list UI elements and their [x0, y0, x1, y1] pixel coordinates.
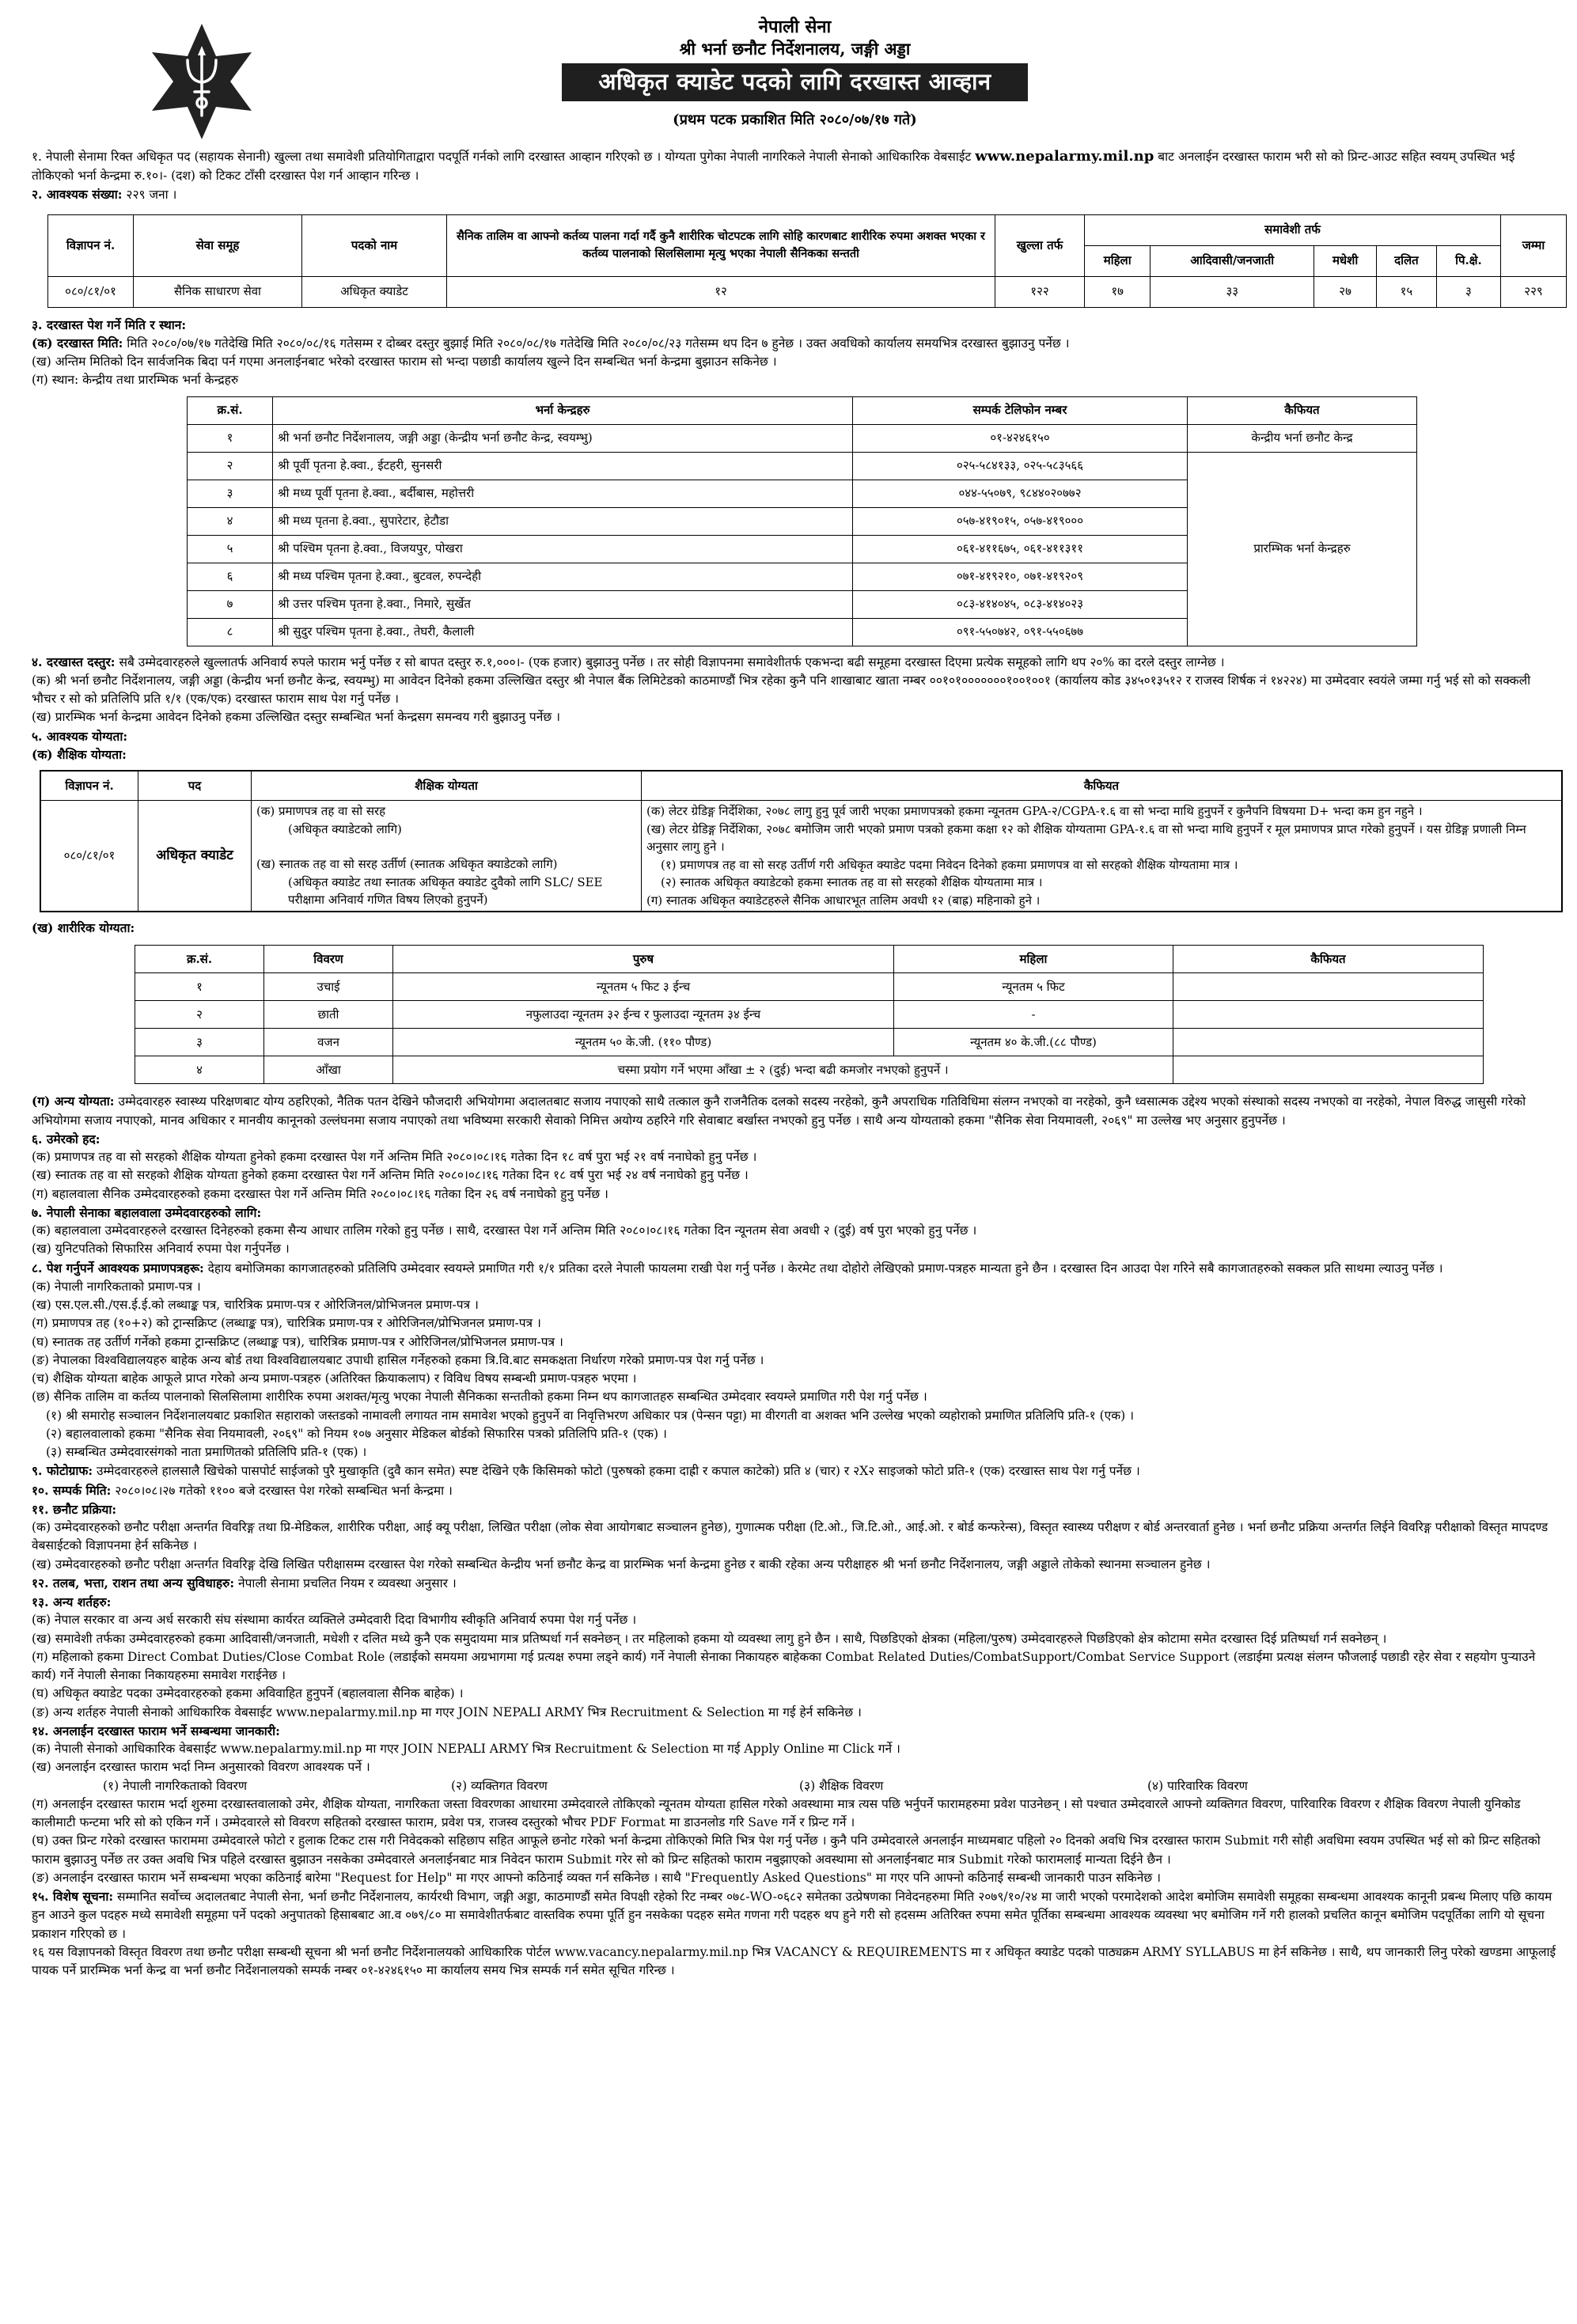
cell: श्री मध्य पृतना हे.क्वा., सुपारेटार, हेटौडा: [273, 507, 853, 535]
required-details-row: [32, 1777, 1558, 1795]
sec4-a: (क) श्री भर्ना छनौट निर्देशनालय, जङ्गी अड्डा (केन्द्रीय भर्ना छनौट केन्द्र, स्वयम्भु) मा आवेदन दिनेको हकमा उल्लिखित दस्तुर श्री नेपाल बैंक लिमिटेडको काठमाण्डौं भित्र रहेका कुनै पनि शाखाबाट खाता नम्बर ००१०१०००००००१००१००१ (कार्यालय कोड ३४५०१३५१२ र राजस्व शिर्षक नं १४२२४) मा उम्मेदवार स्वयंले जम्मा गर्नु भई सो को सक्कली भौचर र सो को प्रतिलिपि प्रति १/१ (एक/एक) दरखास्त फाराम साथ पेश गर्नु पर्नेछ ।: [32, 673, 1531, 706]
sec11-title: ११. छनौट प्रक्रिया:: [32, 1501, 117, 1517]
sec12-text: नेपाली सेनामा प्रचलित नियम र व्यवस्था अनुसार ।: [237, 1575, 457, 1590]
cell-remarks: [642, 801, 1563, 912]
col-male: पुरुष: [393, 946, 894, 973]
cell: वजन: [264, 1029, 393, 1056]
list-item: (घ) अधिकृत क्याडेट पदका उम्मेदवारहरुको हकमा अविवाहित हुनुपर्ने (बहालवाला सैनिक बाहेक) ।: [32, 1686, 464, 1701]
remark-item: (क) लेटर ग्रेडिङ्ग निर्देशिका, २०७८ लागु हुनु पूर्व जारी भएका प्रमाणपत्रको हकमा न्यूनतम GPA-२/CGPA-१.६ वा सो भन्दा माथि हुनुपर्ने र कुनैपनि विषयमा D+ भन्दा कम हुन नहुने ।: [646, 804, 1423, 818]
sec3-title: ३. दरखास्त पेश गर्ने मिति र स्थान:: [32, 317, 187, 332]
sec13-title: १३. अन्य शर्तहरु:: [32, 1594, 112, 1609]
sec3-a-label: (क) दरखास्त मिति:: [32, 335, 123, 351]
col-qualification: शैक्षिक योग्यता: [252, 771, 642, 801]
col-sn: क्र.सं.: [135, 946, 264, 973]
sec8-label: ८. पेश गर्नुपर्ने आवश्यक प्रमाणपत्रहरू:: [32, 1260, 204, 1276]
cell: ८: [188, 618, 273, 646]
cell: आँखा: [264, 1056, 393, 1084]
notice-title: अधिकृत क्याडेट पदको लागि दरखास्त आव्हान: [562, 63, 1027, 101]
col-inclusive: समावेशी तर्फ: [1085, 214, 1501, 245]
cell: ३: [188, 480, 273, 507]
table-row: [48, 276, 1567, 307]
list-item: (ग) अनलाईन दरखास्त फाराम भर्दा शुरुमा दरखास्तवालाको उमेर, शैक्षिक योग्यता, नागरिकता जस्ता विवरणका आधारमा उम्मेदवारले तोकिएको न्यूनतम योग्यता हासिल गरेको अवस्थामा मात्र त्यस पछि भर्नुपर्ने फारामहरुमा प्रवेश पाउनेछन् । सो पश्चात उम्मेदवारले आफ्नो व्यक्तिगत विवरण, पारिवारिक विवरण र शैक्षिक विवरण नेपाली युनिकोड कालीमाटी फन्टमा भरि सो को एकिन गर्ने । उम्मेदवारले सो विवरण सहितको दरखास्त फाराम, प्रवेश पत्र, राजस्व दस्तुरको भौचर PDF Format मा डाउनलोड गरि Save गर्ने र प्रिन्ट गर्ने ।: [32, 1796, 1521, 1829]
cell: [1173, 973, 1484, 1001]
list-item: (२) बहालवालाको हकमा "सैनिक सेवा नियमावली, २०६९" को नियम १०७ अनुसार मेडिकल बोर्डको सिफारिस पत्रको प्रतिलिपि प्रति-१ (एक) ।: [46, 1426, 667, 1441]
sec10-label: १०. सम्पर्क मिति:: [32, 1482, 112, 1498]
qual-2b: (अधिकृत क्याडेट तथा स्नातक अधिकृत क्याडेट दुवैको लागि SLC/ SEE परीक्षामा अनिवार्य गणित विषय लिएको हुनुपर्ने): [288, 874, 603, 907]
sec5-title: ५. आवश्यक योग्यता:: [32, 728, 128, 744]
sec2-value: २२९ जना ।: [126, 188, 177, 203]
cell: नफुलाउदा न्यूनतम ३२ ईन्च र फुलाउदा न्यूनतम ३४ ईन्च: [393, 1001, 894, 1029]
cell: ५: [188, 535, 273, 563]
list-item: (छ) सैनिक तालिम वा कर्तव्य पालनाको सिलसिलामा शारीरिक रुपमा अशक्त/मृत्यु भएका नेपाली सैनिकका सन्ततीको हकमा निम्न थप कागजातहरु सम्बन्धित उम्मेदवार स्वयम्ले प्रमाणित गरी पेश गर्नु पर्नेछ ।: [32, 1389, 927, 1405]
sec10-paragraph: [32, 1481, 1558, 1500]
cell: ०८०/८१/०१: [48, 276, 134, 307]
cell: ४: [188, 507, 273, 535]
list-item: (क) बहालवाला उम्मेदवारहरुले दरखास्त दिनेहरुको हकमा सैन्य आधार तालिम गरेको हुनु पर्नेछ । साथै, दरखास्त पेश गर्ने अन्तिम मिति २०८०।०८।१६ गतेका दिन न्यूनतम सेवा अवधी २ (दुई) वर्ष पुरा भएको हुनु पर्नेछ ।: [32, 1223, 977, 1238]
list-item: (ग) महिलाको हकमा Direct Combat Duties/Close Combat Role (लडाईको समयमा अग्रभागमा गई प्रत्यक्ष रुपमा लड्ने कार्य) गर्ने नेपाली सेनाका निकायहरु बाहेकका Combat Related Duties/CombatSupport/Combat Service Support (लडाईमा प्रत्यक्ष संलग्न फौजलाई पछाडी रहेर सेवा र सहयोग पुऱ्याउने कार्य) गर्ने नेपाली सेनाका निकायहरुमा समावेश गराईनेछ ।: [32, 1649, 1536, 1682]
cell: न्यूनतम ४० के.जी.(८८ पौण्ड): [894, 1029, 1173, 1056]
cell: ०६१-४११६७५, ०६१-४११३११: [853, 535, 1188, 563]
col-madhesi: मधेशी: [1314, 245, 1377, 276]
list-item: (ख) अनलाईन दरखास्त फाराम भर्दा निम्न अनुसारको विवरण आवश्यक पर्ने ।: [32, 1760, 370, 1775]
sec15-text: सम्मानित सर्वोच्च अदालतबाट नेपाली सेना, भर्ना छनौट निर्देशनालय, कार्यरथी विभाग, जङ्गी अड्डा, काठमाण्डौं समेत विपक्षी रहेको रिट नम्बर ०७८-WO-०६८२ समेतका उत्प्रेषणका निवेदनहरुमा मिति २०७९/१०/२४ मा जारी भएको परमादेशको आदेश बमोजिम समावेशी समूहका सम्बन्धमा आवश्यक कानूनी प्रबन्ध मिलाए पछि कायम हुन आउने कुल पदहरु मध्ये समावेशी समूहमा पर्ने पदको अनुपातको हिसाबबाट आ.व ०७९/८० मा समावेशीतर्फबाट वास्तविक रुपमा पूर्ति हुन नसकेका पदहरु समेत गणना गरी पदहरु थप हुने गरी सो हदसम्म अतिरिक्त रुपमा समेत पूर्तिका सम्बन्धमा आवश्यक व्यवस्था भए बमोजिम गर्ने गरी हालको प्रचलित कानून बमोजिम पदपूर्तिका लागि यो सूचना प्रकाशन गरिएको छ ।: [32, 1890, 1552, 1941]
cell: न्यूनतम ५० के.जी. (११० पौण्ड): [393, 1029, 894, 1056]
table-row: [188, 452, 1417, 480]
cell: १२२: [995, 276, 1085, 307]
list-item: (१) नेपाली नागरिकताको विवरण: [103, 1778, 248, 1793]
website-link[interactable]: www.nepalarmy.mil.np: [975, 148, 1154, 165]
list-item: (ख) स्नातक तह वा सो सरहको शैक्षिक योग्यता हुनेको हकमा दरखास्त पेश गर्ने अन्तिम मिति २०८०।०८।१६ गतेका दिन १८ वर्ष पुरा भई २४ वर्ष ननाघेको हुनु पर्नेछ ।: [32, 1168, 749, 1183]
col-center: भर्ना केन्द्रहरु: [273, 396, 853, 424]
list-item: (क) प्रमाणपत्र तह वा सो सरहको शैक्षिक योग्यता हुनेको हकमा दरखास्त पेश गर्ने अन्तिम मिति २०८०।०८।१६ गतेका दिन १८ वर्ष पुरा भई २१ वर्ष ननाघेको हुनु पर्नेछ ।: [32, 1150, 757, 1164]
cell: श्री उत्तर पश्चिम पृतना हे.क्वा., निमारे, सुर्खेत: [273, 590, 853, 618]
cell: ३३: [1151, 276, 1314, 307]
cell: श्री पूर्वी पृतना हे.क्वा., ईटहरी, सुनसरी: [273, 452, 853, 480]
col-service-group: सेवा समूह: [134, 214, 302, 276]
remark-item: (ख) लेटर ग्रेडिङ्ग निर्देशिका, २०७८ बमोजिम जारी भएको प्रमाण पत्रको हकमा कक्षा १२ को शैक्षिक योग्यतामा GPA-१.६ वा सो भन्दा माथि हुनुपर्ने र मूल प्रमाणपत्र प्राप्त गरेको हुनुपर्ने । यस ग्रेडिङ्ग प्रणाली निम्न अनुसार लागु हुने ।: [646, 821, 1526, 854]
col-ad-no: विज्ञापन नं.: [40, 771, 138, 801]
cell: [1173, 1056, 1484, 1084]
col-item: विवरण: [264, 946, 393, 973]
cell: न्यूनतम ५ फिट: [894, 973, 1173, 1001]
sec8-text: देहाय बमोजिमका कागजातहरुको प्रतिलिपि उम्मेदवार स्वयम्ले प्रमाणित गरी १/१ प्रतिका दरले नेपाली फायलमा राखी पेश गर्नु पर्नेछ । केरमेट तथा दोहोरो लेखिएको प्रमाण-पत्रहरु मान्यता हुने छैन । दरखास्त दिन आउदा पेश गरिने सबै कागजातहरुको सक्कल प्रति साथमा ल्याउनु पर्नेछ ।: [207, 1261, 1443, 1276]
sec4-text: सबै उम्मेदवारहरुले खुल्लातर्फ अनिवार्य रुपले फाराम भर्नु पर्नेछ र सो बापत दस्तुर रु.१,०००।- (एक हजार) बुझाउनु पर्नेछ । तर सोही विज्ञापनमा समावेशीतर्फ एकभन्दा बढी समूहमा दरखास्त दिएमा प्रत्येक समूहको लागि थप २०% का दरले दस्तुर लाग्नेछ ।: [119, 654, 1225, 669]
list-item: (ङ) नेपालका विश्वविद्यालयहरु बाहेक अन्य बोर्ड तथा विश्वविद्यालयबाट उपाधी हासिल गर्नेहरुको हकमा त्रि.वि.बाट समकक्षता निर्धारण गरेको प्रमाण-पत्र पेश गर्नु पर्नेछ ।: [32, 1352, 764, 1367]
list-item: (ख) युनिटपतिको सिफारिस अनिवार्य रुपमा पेश गर्नुपर्नेछ ।: [32, 1242, 290, 1257]
cell: -: [894, 1001, 1173, 1029]
list-item: (क) नेपाली नागरिकताको प्रमाण-पत्र ।: [32, 1279, 201, 1294]
cell: १२: [447, 276, 995, 307]
sec4-paragraph: [32, 653, 1558, 672]
cell: ३: [135, 1029, 264, 1056]
sec5-c-text: उम्मेदवारहरु स्वास्थ्य परिक्षणबाट योग्य ठहरिएको, नैतिक पतन देखिने फौजदारी अभियोगमा अदालतबाट सजाय नपाएको साथै तत्काल कुनै राजनैतिक दलको सदस्य नरहेको, कुनै अपराधिक गतिविधिमा संलग्न नभएको वा नरहेको, कुनै ध्वसात्मक उद्देश्य भएको संस्थाको सदस्य नभएको वा नरहेको, नेपाल विरुद्ध जासुसी गरेको अभियोगमा सजाय नपाएको, मानव अधिकार र मानवीय कानूनको उल्लंघनमा सजाय नपाएको तथा भविष्यमा सरकारी सेवाको निमित्त अयोग्य ठहरिने गरि सेवाबाट बर्खास्त नभएको हुनु पर्नेछ । साथै अन्य योग्यताको हकमा "सैनिक सेवा नियमावली, २०६९" मा उल्लेख भए अनुसार हुनुपर्नेछ ।: [32, 1094, 1526, 1128]
sec12-label: १२. तलब, भत्ता, राशन तथा अन्य सुविधाहरु:: [32, 1575, 235, 1590]
cell: १: [188, 424, 273, 452]
sec8-paragraph: [32, 1259, 1558, 1278]
col-remarks: कैफियत: [1188, 396, 1417, 424]
cell: २२९: [1501, 276, 1567, 307]
directorate-name: श्री भर्ना छनौट निर्देशनालय, जङ्गी अड्डा: [679, 39, 911, 59]
qual-2: (ख) स्नातक तह वा सो सरह उर्तीर्ण (स्नातक अधिकृत क्याडेटको लागि): [256, 857, 558, 871]
cell: ०७१-४१९२१०, ०७१-४१९२०९: [853, 563, 1188, 590]
sec2-label: २. आवश्यक संख्या:: [32, 187, 123, 203]
sec1-text-a: १. नेपाली सेनामा रिक्त अधिकृत पद (सहायक सेनानी) खुल्ला तथा समावेशी प्रतियोगिताद्वारा पदपूर्ति गर्नको लागि दरखास्त आव्हान गरिएको छ । योग्यता पुगेका नेपाली नागरिकले नेपाली सेनाको आधिकारिक वेबसाईट: [32, 150, 972, 164]
table-row: [135, 1056, 1484, 1084]
cell: २: [135, 1001, 264, 1029]
sec5-a-title: (क) शैक्षिक योग्यता:: [32, 746, 127, 762]
sec9-label: ९. फोटोग्राफ:: [32, 1463, 93, 1479]
cell: १: [135, 973, 264, 1001]
list-item: (४) पारिवारिक विवरण: [1147, 1778, 1248, 1793]
sec3-a-text: मिति २०८०/०७/१७ गतेदेखि मिति २०८०/०८/१६ गतेसम्म र दोब्बर दस्तुर बुझाई मिति २०८०/०८/१७ गतेदेखि मिति २०८०/०८/२३ गतेसम्म थप दिन ७ हुनेछ । उक्त अवधिको कार्यालय समयभित्र दरखास्त बुझाउनु पर्नेछ ।: [127, 336, 1070, 351]
col-backward: पि.क्षे.: [1436, 245, 1500, 276]
centers-table: [187, 396, 1417, 646]
sec14-title: १४. अनलाईन दरखास्त फाराम भर्ने सम्बन्धमा जानकारी:: [32, 1723, 280, 1738]
cell: ३: [1436, 276, 1500, 307]
remark-item: (ग) स्नातक अधिकृत क्याडेटहरुले सैनिक आधारभूत तालिम अवधी १२ (बाह्र) महिनाको हुने ।: [646, 893, 1041, 908]
list-item: (ङ) अनलाईन दरखास्त फाराम भर्ने सम्बन्धमा भएका कठिनाई बारेमा "Request for Help" मा गएर आफ्नो कठिनाई व्यक्त गर्न सकिनेछ । साथै "Frequently Asked Questions" मा गएर पनि आफ्नो कठिनाई सम्बन्धी जानकारी पाउन सकिनेछ ।: [32, 1870, 1161, 1885]
org-name: नेपाली सेना: [758, 17, 832, 37]
cell: ०२५-५८४१३३, ०२५-५८३५६६: [853, 452, 1188, 480]
list-item: (घ) स्नातक तह उर्तीर्ण गर्नेको हकमा ट्रान्सक्रिप्ट (लब्धाङ्क पत्र), चारित्रिक प्रमाण-पत्र र ओरिजिनल/प्रोभिजनल प्रमाण-पत्र ।: [32, 1334, 563, 1349]
sec3-c: (ग) स्थान: केन्द्रीय तथा प्रारम्भिक भर्ना केन्द्रहरु: [32, 373, 239, 388]
list-item: (ख) उम्मेदवारहरुको छनौट परीक्षा अन्तर्गत विवरिङ्ग देखि लिखित परीक्षासम्म दरखास्त पेश गरेको सम्बन्धित केन्द्रीय भर्ना छनौट केन्द्र वा प्रारम्भिक भर्ना केन्द्रमा हुनेछ र बाकी रहेका अन्य परीक्षाहरु श्री भर्ना छनौट निर्देशनालय, जङ्गी अड्डाले तोकेको स्थानमा सञ्चालन हुनेछ ।: [32, 1556, 1211, 1571]
remark-item: (१) प्रमाणपत्र तह वा सो सरह उर्तीर्ण गरी अधिकृत क्याडेट पदमा निवेदन दिनेको हकमा प्रमाणपत्र वा सो सरहको शैक्षिक योग्यतामा मात्र ।: [661, 857, 1238, 872]
col-ad-no: विज्ञापन नं.: [48, 214, 134, 276]
list-item: (२) व्यक्तिगत विवरण: [451, 1778, 548, 1793]
cell: उचाई: [264, 973, 393, 1001]
cell: १७: [1085, 276, 1151, 307]
sec16-paragraph: १६ यस विज्ञापनको विस्तृत विवरण तथा छनौट परीक्षा सम्बन्धी सूचना श्री भर्ना छनौट निर्देशनालयको आधिकारिक पोर्टल www.vacancy.nepalarmy.mil.np भित्र VACANCY & REQUIREMENTS मा र अधिकृत क्याडेट पदको पाठ्यक्रम ARMY SYLLABUS मा हेर्न सकिनेछ । साथै, थप जानकारी लिनु परेको खण्डमा आफूलाई पायक पर्ने प्रारम्भिक भर्ना केन्द्र वा भर्ना छनौट निर्देशनालयको सम्पर्क नम्बर ०१-४२४६१५० मा कार्यालय समय भित्र सम्पर्क गर्न समेत सूचित गरिन्छ ।: [32, 1944, 1556, 1977]
vacancy-table: [47, 214, 1567, 308]
cell: श्री पश्चिम पृतना हे.क्वा., विजयपुर, पोखरा: [273, 535, 853, 563]
cell: ०९१-५५०७४२, ०९१-५५०६७७: [853, 618, 1188, 646]
col-remarks: कैफियत: [1173, 946, 1484, 973]
cell: श्री सुदुर पश्चिम पृतना हे.क्वा., तेघरी, कैलाली: [273, 618, 853, 646]
sec6-title: ६. उमेरको हद:: [32, 1131, 100, 1147]
sec4-b: (ख) प्रारम्भिक भर्ना केन्द्रमा आवेदन दिनेको हकमा उल्लिखित दस्तुर सम्बन्धित भर्ना केन्द्रसग समन्वय गरी बुझाउनु पर्नेछ ।: [32, 710, 560, 725]
list-item: (घ) उक्त प्रिन्ट गरेको दरखास्त फाराममा उम्मेदवारले फोटो र हुलाक टिकट टास गरी निवेदकको सहिछाप सहित आफूले छनोट गरेको भर्ना केन्द्रमा तोकिएको मिति भित्र पेश गर्नु पर्नेछ । कुनै पनि उम्मेदवारले अनलाईन माध्यमबाट पहिलो २० दिनको अवधि भित्र दरखास्त फाराम Submit गरी सोही अवधिमा स्वयम उपस्थित भई सो को प्रिन्ट सहितको फाराम बुझाउनु पर्नेछ तर उक्त अवधि भित्र पहिले दरखास्त बुझाउन नसकेका उम्मेदवारले अनलाईनबाट मात्र निवेदन फाराम Submit गरेर सो को प्रिन्ट सहितको फाराम नबुझाएको अवस्थामा सो अनलाईनबाट मात्र Submit गरेको फारामलाई मान्यता दिईने छैन ।: [32, 1833, 1541, 1867]
cell: न्यूनतम ५ फिट ३ ईन्च: [393, 973, 894, 1001]
cell: २: [188, 452, 273, 480]
col-post: पद: [138, 771, 252, 801]
col-remarks: कैफियत: [642, 771, 1563, 801]
sec10-text: २०८०।०८।२७ गतेको ११०० बजे दरखास्त पेश गरेको सम्बन्धित भर्ना केन्द्रमा ।: [115, 1483, 453, 1498]
list-item: (३) सम्बन्धित उम्मेदवारसंगको नाता प्रमाणितको प्रतिलिपि प्रति-१ (एक) ।: [46, 1445, 367, 1459]
cell: [1173, 1029, 1484, 1056]
list-item: (च) शैक्षिक योग्यता बाहेक आफूले प्राप्त गरेको अन्य प्रमाण-पत्रहरु (अतिरिक्त क्रियाकलाप) र विविध विषय सम्बन्धी प्रमाण-पत्रहरु भएमा ।: [32, 1371, 637, 1386]
sec9-paragraph: [32, 1462, 1558, 1480]
col-phone: सम्पर्क टेलिफोन नम्बर: [853, 396, 1188, 424]
list-item: (ग) प्रमाणपत्र तह (१०+२) को ट्रान्सक्रिप्ट (लब्धाङ्क पत्र), चारित्रिक प्रमाण-पत्र र ओरिजिनल/प्रोभिजनल प्रमाण-पत्र ।: [32, 1316, 541, 1331]
sec7-title: ७. नेपाली सेनाका बहालवाला उम्मेदवारहरुको लागि:: [32, 1204, 262, 1220]
sec5-c: [32, 1092, 1558, 1130]
table-row: [135, 1029, 1484, 1056]
sec3-b: (ख) अन्तिम मितिको दिन सार्वजनिक बिदा पर्न गएमा अनलाईनबाट भरेको दरखास्त फाराम सो भन्दा पछाडी कार्यालय खुल्ने दिन सम्बन्धित भर्ना केन्द्रमा बुझाउन सकिनेछ ।: [32, 354, 777, 369]
col-dalit: दलित: [1377, 245, 1437, 276]
sec5-b-title: (ख) शारीरिक योग्यता:: [32, 920, 135, 935]
list-item: (क) नेपाल सरकार वा अन्य अर्ध सरकारी संघ संस्थामा कार्यरत व्यक्तिले उम्मेदवारी दिदा विभागीय स्वीकृति अनिवार्य रुपमा पेश गर्नु पर्नेछ ।: [32, 1613, 637, 1628]
sec15-paragraph: [32, 1887, 1558, 1943]
cell: सैनिक साधारण सेवा: [134, 276, 302, 307]
col-total: जम्मा: [1501, 214, 1567, 276]
sec12-paragraph: [32, 1574, 1558, 1593]
cell: छाती: [264, 1001, 393, 1029]
cell-group-remark: प्रारम्भिक भर्ना केन्द्रहरु: [1188, 452, 1417, 646]
cell: चस्मा प्रयोग गर्ने भएमा आँखा ± २ (दुई) भन्दा बढी कमजोर नभएको हुनुपर्ने ।: [393, 1056, 1173, 1084]
list-item: (ङ) अन्य शर्तहरु नेपाली सेनाको आधिकारिक वेबसाईट www.nepalarmy.mil.np मा गएर JOIN NEPALI ARMY भित्र Recruitment & Selection मा गई हेर्न सकिनेछ ।: [32, 1704, 862, 1719]
qual-1: (क) प्रमाणपत्र तह वा सो सरह: [256, 804, 386, 818]
col-martyr-quota: सैनिक तालिम वा आफ्नो कर्तव्य पालना गर्दा गर्दै कुनै शारीरिक चोटपटक लागि सोहि कारणबाट शारीरिक रुपमा अशक्त भएका र कर्तव्य पालनाको सिलसिलामा मृत्यु भएका नेपाली सैनिकका सन्तती: [447, 214, 995, 276]
col-women: महिला: [1085, 245, 1151, 276]
list-item: (ग) बहालवाला सैनिक उम्मेदवारहरुको हकमा दरखास्त पेश गर्ने अन्तिम मिति २०८०।०८।१६ गतेका दिन २६ वर्ष ननाघेको हुनु पर्नेछ ।: [32, 1186, 608, 1201]
table-row: [135, 1001, 1484, 1029]
list-item: (ख) एस.एल.सी./एस.ई.ई.को लब्धाङ्क पत्र, चारित्रिक प्रमाण-पत्र र ओरिजिनल/प्रोभिजनल प्रमाण-पत्र ।: [32, 1298, 479, 1312]
cell: ४: [135, 1056, 264, 1084]
cell: श्री मध्य पश्चिम पृतना हे.क्वा., बुटवल, रुपन्देही: [273, 563, 853, 590]
cell: २७: [1314, 276, 1377, 307]
table-row: [135, 973, 1484, 1001]
col-open: खुल्ला तर्फ: [995, 214, 1085, 276]
sec15-label: १५. विशेष सूचना:: [32, 1889, 114, 1904]
cell: ०८०/८१/०१: [40, 801, 138, 912]
col-post-name: पदको नाम: [302, 214, 447, 276]
sec5-c-label: (ग) अन्य योग्यता:: [32, 1094, 115, 1109]
cell: ६: [188, 563, 273, 590]
sec4-label: ४. दरखास्त दस्तुर:: [32, 654, 116, 669]
list-item: (१) श्री समारोह सञ्चालन निर्देशनालयबाट प्रकाशित सहाराको जस्तडको नामावली लगायत नाम समावेश भएको हुनुपर्ने वा निवृत्तिभरण अधिकार पत्र (पेन्सन पट्टा) मा वीरगती वा अशक्त भनि उल्लेख भएको व्यहोराको प्रमाणित प्रतिलिपि प्रति-१ (एक) ।: [46, 1408, 1134, 1423]
remark-item: (२) स्नातक अधिकृत क्याडेटको हकमा स्नातक तह वा सो सरहको शैक्षिक योग्यतामा मात्र ।: [661, 875, 1043, 889]
cell: अधिकृत क्याडेट: [302, 276, 447, 307]
list-item: (३) शैक्षिक विवरण: [799, 1778, 884, 1793]
cell: अधिकृत क्याडेट: [138, 801, 252, 912]
sec3-a: [32, 334, 1558, 353]
col-female: महिला: [894, 946, 1173, 973]
nepal-army-star-emblem-icon: [142, 22, 261, 141]
cell: ०४४-५५०७९, ९८४४०२०७७२: [853, 480, 1188, 507]
cell: ०१-४२४६१५०: [853, 424, 1188, 452]
list-item: (क) नेपाली सेनाको आधिकारिक वेबसाईट www.nepalarmy.mil.np मा गएर JOIN NEPALI ARMY भित्र Recruitment & Selection मा गई Apply Online मा Click गर्ने ।: [32, 1742, 900, 1756]
physical-table: [135, 945, 1484, 1084]
qual-1b: (अधिकृत क्याडेटको लागि): [288, 821, 402, 836]
table-row: [188, 424, 1417, 452]
col-adiwasi: आदिवासी/जनजाती: [1151, 245, 1314, 276]
sec9-text: उम्मेदवारहरुले हालसालै खिचेको पासपोर्ट साईजको पुरै मुखाकृति (दुवै कान समेत) स्पष्ट देखिने एकै किसिमको फोटो (पुरुषको हकमा दाह्री र कपाल काटेको) प्रति ४ (चार) र २X२ साइजको फोटो प्रति-१ (एक) दरखास्त साथ पेश गर्नु पर्नेछ ।: [97, 1464, 1140, 1479]
table-row: [40, 801, 1562, 912]
publish-date: (प्रथम पटक प्रकाशित मिति २०८०/०७/१७ गते): [673, 111, 917, 128]
sec1-text-b: बाट अनलाईन दरखास्त फाराम भरी सो को प्रिन्ट-आउट सहित स्वयम् उपस्थित भई तोकिएको भर्ना केन्द्रमा रु.१०।- (दश) को टिकट टाँसी दरखास्त पेश गर्न आव्हान गरिन्छ ।: [32, 150, 1515, 183]
cell: ०५७-४१९०१५, ०५७-४१९०००: [853, 507, 1188, 535]
sec2-paragraph: [32, 185, 1558, 204]
list-item: (क) उम्मेदवारहरुको छनौट परीक्षा अन्तर्गत विवरिङ्ग तथा प्रि-मेडिकल, शारीरिक परीक्षा, आई क्यू परीक्षा, लिखित परीक्षा (लोक सेवा आयोगबाट सञ्चालन हुनेछ), गुणात्मक परीक्षा (टि.ओ., जि.टि.ओ., आई.ओ. र बोर्ड कन्फरेन्स), विस्तृत स्वास्थ्य परीक्षण र बोर्ड अन्तरवार्ता हुनेछ । भर्ना छनौट प्रक्रिया अन्तर्गत लिईने विवरिङ्ग परीक्षाको विस्तृत मापदण्ड वेबसाईटको विज्ञापनमा हेर्न सकिनेछ ।: [32, 1520, 1549, 1553]
cell: १५: [1377, 276, 1437, 307]
cell: केन्द्रीय भर्ना छनौट केन्द्र: [1188, 424, 1417, 452]
cell: [1173, 1001, 1484, 1029]
list-item: (ख) समावेशी तर्फका उम्मेदवारहरुको हकमा आदिवासी/जनजाती, मधेशी र दलित मध्ये कुनै एक समुदायमा मात्र प्रतिष्पर्धा गर्न सक्नेछन् । तर महिलाको हकमा यो व्यवस्था लागु हुने छैन । साथै, पिछडिएको क्षेत्रका (महिला/पुरुष) उम्मेदवारहरुले पिछडिएको क्षेत्र कोटामा समेत दरखास्त दिई प्रतिष्पर्धा गर्न सक्नेछन् ।: [32, 1631, 1387, 1646]
sec1-paragraph: [32, 146, 1558, 185]
cell-qualification: [252, 801, 642, 912]
cell: ७: [188, 590, 273, 618]
col-sn: क्र.सं.: [188, 396, 273, 424]
cell: ०८३-४१४०४५, ०८३-४१४०२३: [853, 590, 1188, 618]
cell: श्री भर्ना छनौट निर्देशनालय, जङ्गी अड्डा (केन्द्रीय भर्ना छनौट केन्द्र, स्वयम्भु): [273, 424, 853, 452]
education-table: [40, 770, 1563, 912]
notice-header: [32, 16, 1558, 135]
cell: श्री मध्य पूर्वी पृतना हे.क्वा., बर्दीबास, महोत्तरी: [273, 480, 853, 507]
